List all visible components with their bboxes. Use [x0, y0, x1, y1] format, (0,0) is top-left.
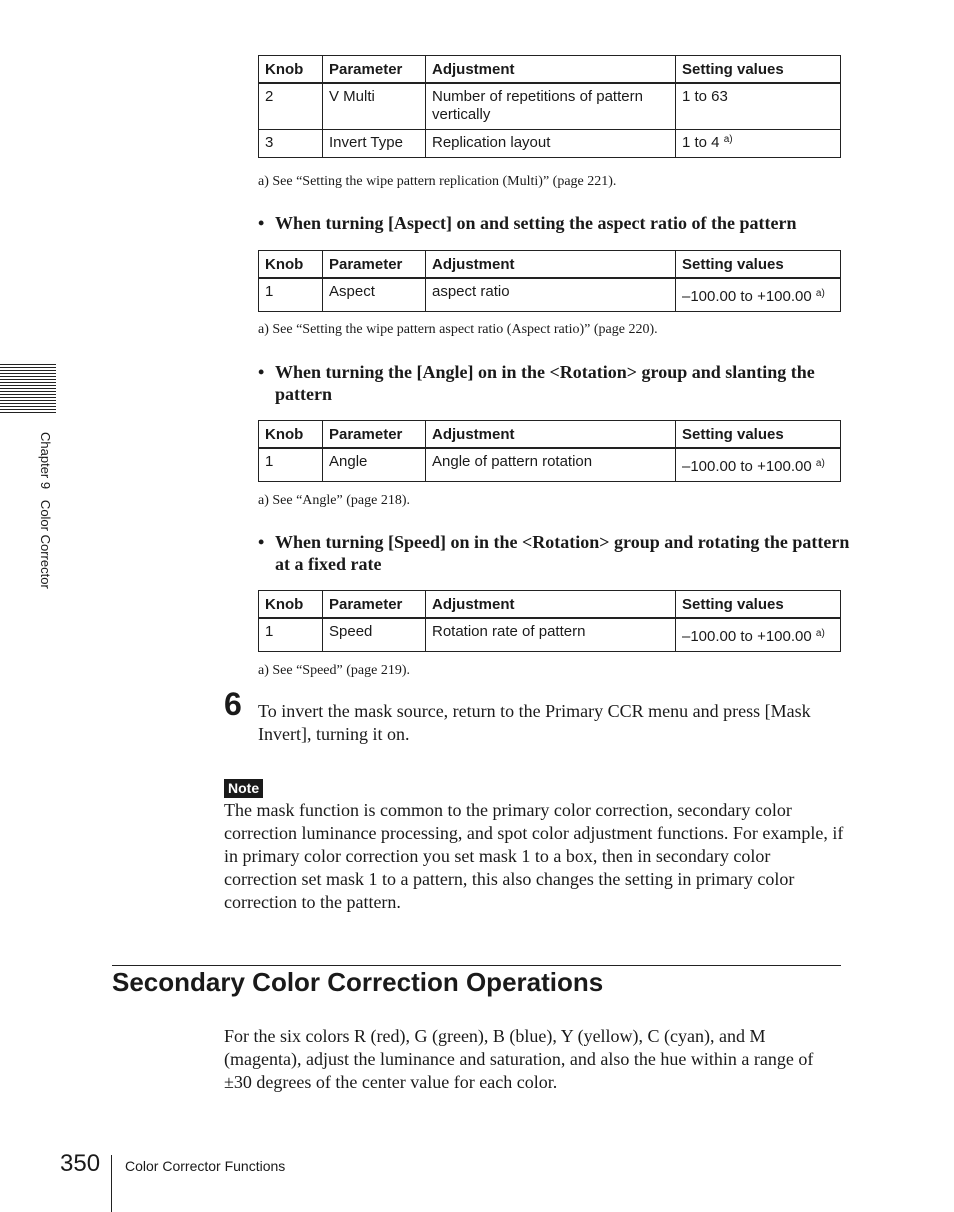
parameter-cell: Aspect	[323, 278, 426, 312]
table-header-row	[259, 591, 841, 619]
bullet-heading-text: When turning [Aspect] on and setting the aspect ratio of the pattern	[275, 213, 797, 233]
setting-value-cell	[676, 278, 841, 312]
column-header: Adjustment	[426, 591, 676, 619]
table-row	[259, 130, 841, 158]
multi-settings-table	[258, 55, 841, 158]
angle-settings-table	[258, 420, 841, 482]
section-divider	[112, 965, 841, 966]
table-header-row	[259, 56, 841, 84]
footer-divider	[111, 1155, 112, 1212]
bullet-heading	[258, 212, 858, 234]
table-row	[259, 448, 841, 482]
table-footnote: a) See “Setting the wipe pattern replication (Multi)” (page 221).	[258, 174, 617, 189]
knob-cell: 1	[259, 618, 323, 652]
footnote-marker: a)	[815, 288, 825, 299]
setting-value-cell	[676, 448, 841, 482]
bullet-heading-text: When turning [Speed] on in the <Rotation> group and rotating the pattern at a fixed rate	[275, 532, 850, 574]
column-header: Adjustment	[426, 421, 676, 449]
table-row	[259, 83, 841, 130]
bullet-heading	[258, 531, 858, 575]
note-badge: Note	[224, 779, 263, 798]
aspect-settings-table	[258, 250, 841, 312]
adjustment-cell: Number of repetitions of pattern vertically	[426, 83, 676, 130]
adjustment-cell: Rotation rate of pattern	[426, 618, 676, 652]
section-title: Secondary Color Correction Operations	[112, 967, 604, 997]
bullet-icon: •	[258, 213, 265, 233]
page-number: 350	[60, 1150, 101, 1177]
column-header: Parameter	[323, 591, 426, 619]
column-header: Knob	[259, 56, 323, 84]
table-row	[259, 278, 841, 312]
setting-value: –100.00 to +100.00	[682, 288, 812, 305]
table-row	[259, 618, 841, 652]
table-header-row	[259, 251, 841, 279]
parameter-cell: V Multi	[323, 83, 426, 130]
bullet-heading-text: When turning the [Angle] on in the <Rotation> group and slanting the pattern	[275, 362, 815, 404]
column-header: Parameter	[323, 251, 426, 279]
setting-value: –100.00 to +100.00	[682, 458, 812, 475]
setting-value: 1 to 4	[682, 134, 720, 151]
adjustment-cell: Replication layout	[426, 130, 676, 158]
setting-value-cell	[676, 83, 841, 130]
setting-value-cell	[676, 618, 841, 652]
column-header: Parameter	[323, 56, 426, 84]
column-header: Adjustment	[426, 56, 676, 84]
column-header: Adjustment	[426, 251, 676, 279]
footnote-marker: a)	[815, 458, 825, 469]
bullet-icon: •	[258, 532, 265, 552]
speed-settings-table	[258, 590, 841, 652]
adjustment-cell: Angle of pattern rotation	[426, 448, 676, 482]
footer-title: Color Corrector Functions	[125, 1158, 286, 1174]
knob-cell: 1	[259, 278, 323, 312]
footnote-marker: a)	[723, 134, 733, 145]
column-header: Setting values	[676, 56, 841, 84]
section-body: For the six colors R (red), G (green), B (blue), Y (yellow), C (cyan), and M (magenta), adjust the luminance and saturation, and also the hue within a range of ±30 degrees of the center value for each color.	[224, 1026, 814, 1092]
column-header: Knob	[259, 421, 323, 449]
knob-cell: 1	[259, 448, 323, 482]
knob-cell: 2	[259, 83, 323, 130]
bullet-icon: •	[258, 362, 265, 382]
column-header: Setting values	[676, 591, 841, 619]
column-header: Parameter	[323, 421, 426, 449]
adjustment-cell: aspect ratio	[426, 278, 676, 312]
column-header: Setting values	[676, 421, 841, 449]
table-footnote: a) See “Speed” (page 219).	[258, 663, 410, 678]
setting-value: –100.00 to +100.00	[682, 628, 812, 645]
note-text: The mask function is common to the primary color correction, secondary color correction luminance processing, and spot color adjustment functions. For example, if in primary color correction you set mask 1 to a box, then in secondary color correction set mask 1 to a pattern, this also changes the setting in primary color correction to the pattern.	[224, 800, 844, 912]
bullet-heading	[258, 361, 858, 405]
setting-value: 1 to 63	[682, 88, 728, 105]
knob-cell: 3	[259, 130, 323, 158]
table-header-row	[259, 421, 841, 449]
parameter-cell: Speed	[323, 618, 426, 652]
table-footnote: a) See “Angle” (page 218).	[258, 493, 410, 508]
column-header: Setting values	[676, 251, 841, 279]
step-text: To invert the mask source, return to the Primary CCR menu and press [Mask Invert], turning it on.	[258, 701, 811, 744]
step-number: 6	[224, 686, 242, 722]
setting-value-cell	[676, 130, 841, 158]
parameter-cell: Angle	[323, 448, 426, 482]
table-footnote: a) See “Setting the wipe pattern aspect ratio (Aspect ratio)” (page 220).	[258, 322, 658, 337]
column-header: Knob	[259, 591, 323, 619]
footnote-marker: a)	[815, 628, 825, 639]
chapter-side-label: Chapter 9 Color Corrector	[38, 432, 53, 589]
column-header: Knob	[259, 251, 323, 279]
chapter-tab-marker	[0, 364, 56, 416]
parameter-cell: Invert Type	[323, 130, 426, 158]
